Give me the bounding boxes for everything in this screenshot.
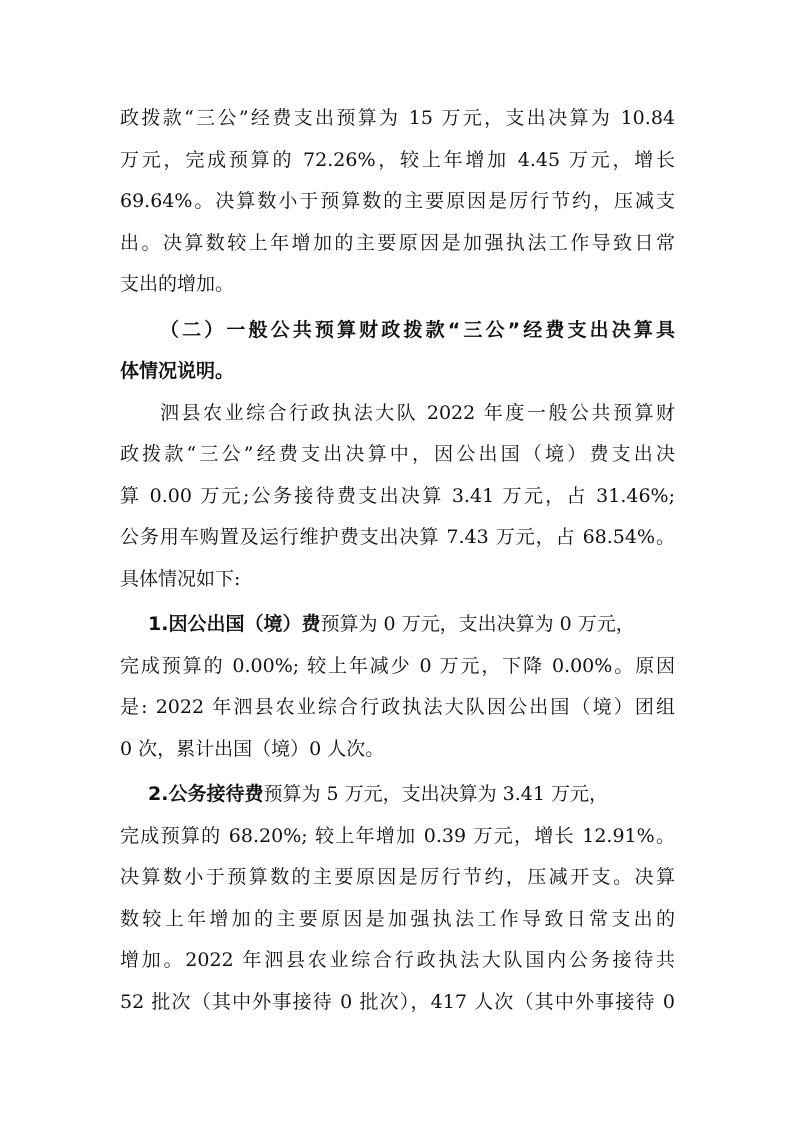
paragraph-line: 出。决算数较上年增加的主要原因是加强执法工作导致日常 bbox=[120, 231, 675, 254]
paragraph-line: 具体情况如下: bbox=[120, 567, 241, 590]
paragraph-line: 增加。2022 年泗县农业综合行政执法大队国内公务接待共 bbox=[120, 949, 675, 971]
paragraph-line: 完成预算的 68.20%; 较上年增加 0.39 万元，增长 12.91%。 bbox=[120, 824, 675, 847]
section-heading: （二）一般公共预算财政拨款“三公”经费支出决算具 bbox=[160, 318, 675, 341]
paragraph-line: 69.64%。决算数小于预算数的主要原因是厉行节约，压减支 bbox=[120, 190, 675, 212]
paragraph-line: 算 0.00 万元;公务接待费支出决算 3.41 万元，占 31.46%; bbox=[120, 484, 675, 507]
paragraph-line: 支出的增加。 bbox=[120, 273, 235, 295]
section-heading: 体情况说明。 bbox=[120, 360, 235, 382]
paragraph-line: 政拨款“三公”经费支出决算中，因公出国（境）费支出决 bbox=[120, 443, 675, 465]
paragraph-line: 0 次，累计出国（境）0 人次。 bbox=[120, 737, 385, 760]
list-item-line bbox=[120, 604, 675, 646]
paragraph-line: 泗县农业综合行政执法大队 2022 年度一般公共预算财 bbox=[160, 401, 675, 424]
paragraph-line: 数较上年增加的主要原因是加强执法工作导致日常支出的 bbox=[120, 907, 675, 930]
paragraph-line: 是: 2022 年泗县农业综合行政执法大队因公出国（境）团组 bbox=[120, 696, 675, 718]
paragraph-line: 公务用车购置及运行维护费支出决算 7.43 万元，占 68.54%。 bbox=[120, 526, 675, 548]
item-text: 预算为 5 万元，支出决算为 3.41 万元， bbox=[263, 783, 609, 805]
paragraph-line: 52 批次（其中外事接待 0 批次），417 人次（其中外事接待 0 bbox=[120, 990, 675, 1013]
item-label: 2.公务接待费 bbox=[148, 783, 264, 805]
item-label: 1.因公出国（境）费 bbox=[148, 613, 321, 635]
list-item-line bbox=[120, 774, 675, 816]
paragraph-line: 完成预算的 0.00%; 较上年减少 0 万元，下降 0.00%。原因 bbox=[120, 654, 675, 677]
document-page bbox=[120, 98, 675, 1023]
paragraph-line: 政拨款“三公”经费支出预算为 15 万元，支出决算为 10.84 bbox=[120, 107, 675, 129]
paragraph-line: 万元，完成预算的 72.26%，较上年增加 4.45 万元，增长 bbox=[120, 148, 675, 171]
paragraph-line: 决算数小于预算数的主要原因是厉行节约，压减开支。决算 bbox=[120, 866, 675, 888]
item-text: 预算为 0 万元，支出决算为 0 万元， bbox=[320, 613, 635, 635]
